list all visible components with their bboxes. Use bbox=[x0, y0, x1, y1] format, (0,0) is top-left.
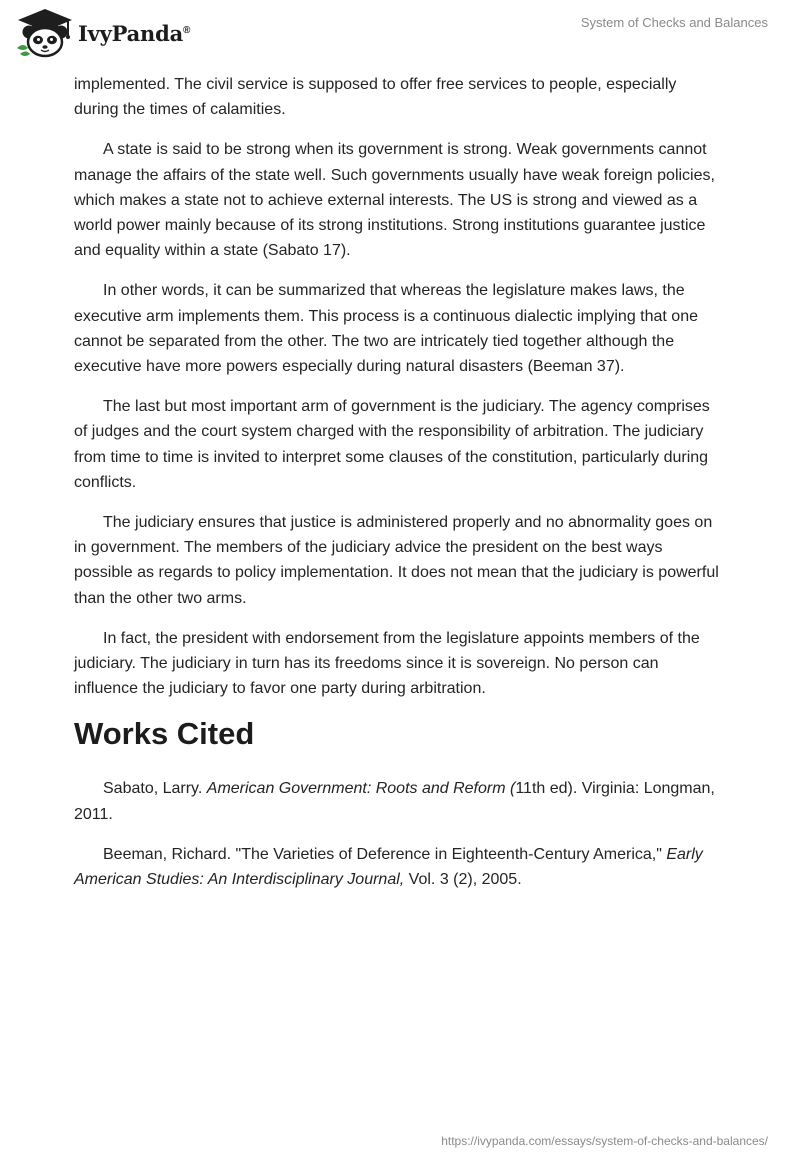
paragraph: In fact, the president with endorsement from the legislature appoints members of the judiciary. The judiciary in turn has its freedoms since it is sovereign. No person can influence the judiciary to favor one party during arbitration. bbox=[74, 629, 700, 698]
citation-entry bbox=[74, 842, 724, 892]
citation-title: Early American Studies: An Interdisciplinary Journal, bbox=[74, 845, 703, 889]
citation-details: 11th ed). Virginia: Longman, 2011. bbox=[74, 780, 715, 823]
paragraph: In other words, it can be summarized that whereas the legislature makes laws, the executive arm implements them. This process is a continuous dialectic implying that one cannot be separated from the other. The two are intricately tied together although the executive have more powers especially during natural disasters (Beeman 37). bbox=[74, 282, 698, 376]
panda-graduate-icon bbox=[14, 8, 76, 58]
citation-author: Beeman, Richard. "The Varieties of Deference in Eighteenth-Century America," bbox=[103, 845, 667, 863]
citation-details: Vol. 3 (2), 2005. bbox=[404, 871, 522, 889]
logo-wordmark: IvyPanda® bbox=[78, 20, 191, 46]
page-header bbox=[0, 0, 800, 68]
paragraph: The last but most important arm of government is the judiciary. The agency comprises of judges and the court system charged with the responsibility of arbitration. The judiciary from time to time is invited to interpret some clauses of the constitution, particularly during conflicts. bbox=[74, 398, 710, 491]
paragraph: A state is said to be strong when its government is strong. Weak governments cannot manage the affairs of the state well. Such governments usually have weak foreign policies, which makes a state not to achieve external interests. The US is strong and viewed as a world power mainly because of its strong institutions. Strong institutions guarantee justice and equality within a state (Sabato 17). bbox=[74, 141, 715, 260]
essay-body bbox=[74, 72, 724, 907]
paragraph: The judiciary ensures that justice is administered properly and no abnormality goes on in government. The members of the judiciary advice the president on the best ways possible as regards to policy implementation. It does not mean that the judiciary is powerful than the other two arms. bbox=[74, 514, 719, 607]
document-title: System of Checks and Balances bbox=[580, 15, 768, 30]
paragraph: implemented. The civil service is supposed to offer free services to people, especially during the times of calamities. bbox=[74, 76, 677, 119]
citation-entry bbox=[74, 776, 724, 826]
works-cited-heading: Works Cited bbox=[74, 716, 255, 752]
citation-author: Sabato, Larry. bbox=[103, 780, 207, 798]
ivypanda-logo[interactable] bbox=[14, 8, 190, 58]
citation-title: American Government: Roots and Reform ( bbox=[206, 780, 516, 798]
source-url[interactable]: https://ivypanda.com/essays/system-of-checks-and-balances/ bbox=[441, 1134, 768, 1148]
